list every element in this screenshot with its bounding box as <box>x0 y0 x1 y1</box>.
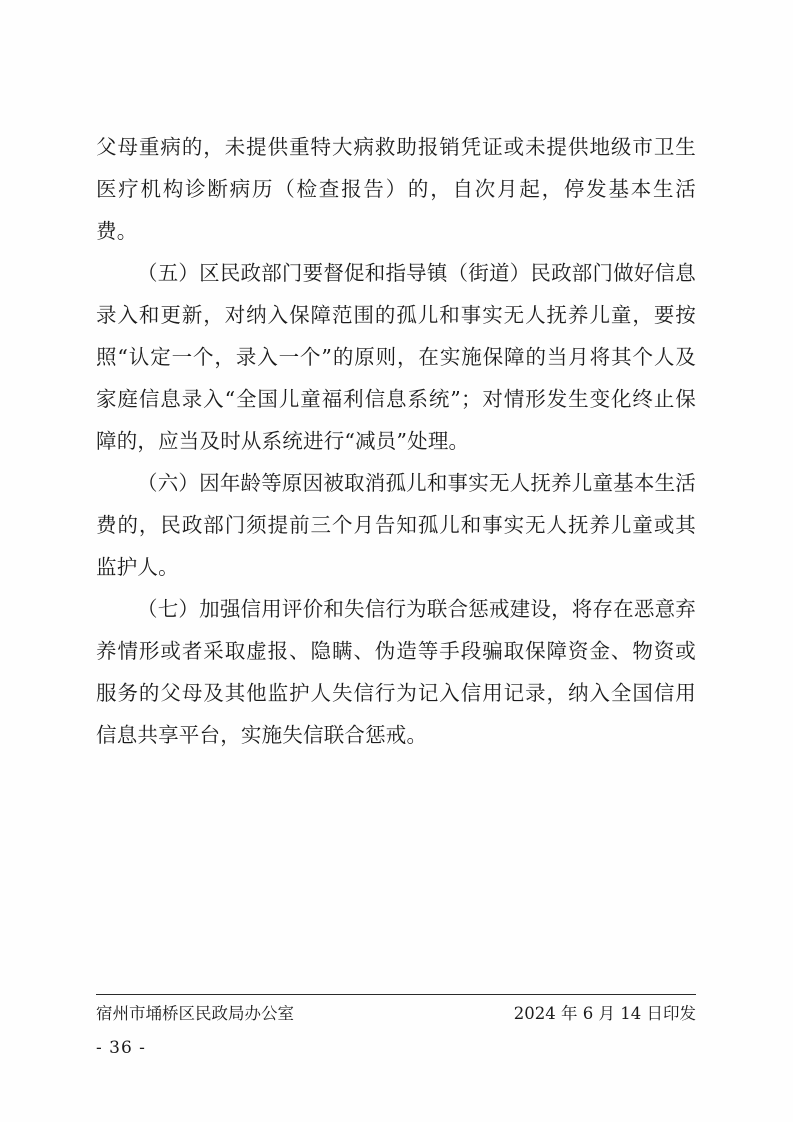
page-footer <box>96 994 696 1027</box>
footer-issue-date: 2024 年 6 月 14 日印发 <box>513 1004 696 1023</box>
document-body <box>96 126 696 756</box>
paragraph-item-6: （六）因年龄等原因被取消孤儿和事实无人抚养儿童基本生活费的，民政部门须提前三个月告知孤儿和事实无人抚养儿童或其监护人。 <box>96 471 696 579</box>
page-number: - 36 - <box>96 1038 146 1058</box>
paragraph-item-7: （七）加强信用评价和失信行为联合惩戒建设，将存在恶意弃养情形或者采取虚报、隐瞒、伪造等手段骗取保障资金、物资或服务的父母及其他监护人失信行为记入信用记录，纳入全国信用信息共享平台，实施失信联合惩戒。 <box>96 597 696 747</box>
paragraph-item-5: （五）区民政部门要督促和指导镇（街道）民政部门做好信息录入和更新，对纳入保障范围的孤儿和事实无人抚养儿童，要按照“认定一个，录入一个”的原则，在实施保障的当月将其个人及家庭信息录入“全国儿童福利信息系统”；对情形发生变化终止保障的，应当及时从系统进行“减员”处理。 <box>96 261 696 453</box>
footer-issuer: 宿州市埇桥区民政局办公室 <box>96 1004 294 1023</box>
paragraph-continued: 父母重病的，未提供重特大病救助报销凭证或未提供地级市卫生医疗机构诊断病历（检查报告）的，自次月起，停发基本生活费。 <box>96 135 696 243</box>
